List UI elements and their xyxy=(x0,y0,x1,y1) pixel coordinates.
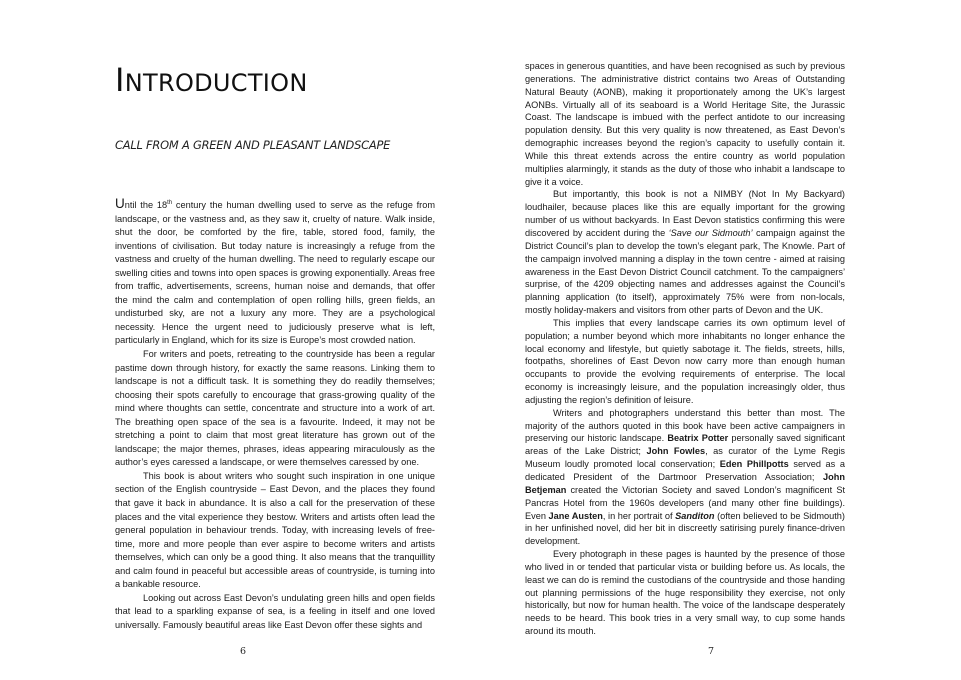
chapter-title-initial: I xyxy=(115,61,125,99)
author-name: Beatrix Potter xyxy=(667,433,729,444)
paragraph xyxy=(115,196,435,348)
paragraph: Looking out across East Devon’s undulating green hills and open fields that lead to a sparkling expanse of sea, is a feeling in itself and one loved universally. Famously beautiful areas like East Devon offer these sights and xyxy=(115,592,435,630)
paragraph-text: Writers and photographers understand this better than most. The majority of the authors quoted in this book have been active campaigners in preserving our historic landscape. xyxy=(525,407,845,444)
paragraph: Every photograph in these pages is haunted by the presence of those who lived in or tended that particular vista or building before us. As locals, the least we can do is remind the custodians of the countryside and those handing out planning permissions of the huge responsibility they exercise, not only historically, but now for human health. The voice of the landscape desperately needs to be heard. This book tries in a very small way, to cup some hands around its mouth. xyxy=(525,549,845,637)
author-name: John Betjeman xyxy=(525,472,845,495)
paragraph: For writers and poets, retreating to the countryside has been a regular pastime down through history, for exactly the same reasons. Linking them to landscape is not a difficult task. It is something they do readily themselves; choosing their spots carefully to encourage that grass-growing quality of the mind where thoughts can settle, concentrate and structure into a work of art. The breathing open space of the sea is a favourite. Indeed, it may not be stretching a point to claim that most great literature has grown out of the landscape; the major themes, phrases, ideas appearing miraculously as the author’s eyes caressed a landscape, or were themselves caressed by one. xyxy=(115,349,435,468)
campaign-name: ‘Save our Sidmouth’ xyxy=(668,227,753,238)
left-body-text xyxy=(115,196,435,633)
paragraph-text: , in her portrait of xyxy=(602,510,676,521)
paragraph-text: ntil the 18 xyxy=(124,200,168,210)
chapter-title-rest: NTRODUCTION xyxy=(124,69,308,97)
paragraph: This implies that every landscape carries its own optimum level of population; a number beyond which more inhabitants no longer enhance the local economy and lifestyle, but quietly sabotage it. The fields, streets, hills, footpaths, shorelines of East Devon now carry more than enough human occupants to provide the evolving requirements of enterprise. The local economy is increasingly leisure, and the population increasingly older, thus adjusting the region’s definition of leisure. xyxy=(525,317,845,405)
paragraph-text: served as a dedicated President of the Dartmoor Preservation Association; xyxy=(525,459,846,482)
paragraph-text: century the human dwelling used to serve as the refuge from landscape, or the vastness and, as they saw it, cruelty of nature. Walk inside, shut the door, be comforted by the fire, table, stored food, family, the inventions of civilisation. But today nature is increasingly a refuge from the vastness and cruelty of the human dwelling. The need to regularly escape our swelling cities and towns into open spaces is growing exponentially. Areas free from traffic, advertisements, screens, human noise and demands, that offer the mind the calm and contemplation of open rolling hills, green fields, an undisturbed sky, are not a luxury any more. They are a psychological necessity. Hence the urgent need to judiciously preserve what is left, particularly in England, which for its size is Europe’s most crowded nation. xyxy=(115,200,435,346)
left-page xyxy=(0,0,480,680)
right-page xyxy=(480,0,961,680)
paragraph-text: (often believed to be Sidmouth) in her unfinished novel, did her bit in discreetly satirising purely finance-driven development. xyxy=(525,510,845,547)
right-body-text xyxy=(525,60,845,638)
paragraph: This book is about writers who sought such inspiration in one unique section of the English countryside – East Devon, and the places they found that gave it back in abundance. It is also a call for the preservation of these places and the vital experience they bestow. Writers and artists often lead the general population in behaviour trends. Today, with increasing levels of free-time, more and more people than ever aspire to become writers and artists themselves, which can only be a good thing. It also means that the tranquillity and calm found in peaceful but accessible areas of countryside, is turning into a bankable resource. xyxy=(115,470,435,590)
paragraph-text: personally saved significant areas of the Lake District; xyxy=(525,433,845,457)
paragraph: spaces in generous quantities, and have been recognised as such by previous generations. The administrative district contains two Areas of Outstanding Natural Beauty (AONB), making it proportionately among the UK’s largest AONBs. Virtually all of its seaboard is a World Heritage Site, the Jurassic Coast. The landscape is imbued with the perfect antidote to our increasing population density. But this very quality is now threatened, as East Devon’s demographic increases beyond the region’s capacity to usefully contain it. While this threat extends across the entire country as world population multiplies alarmingly, it stands as the duty of those who inhabit a landscape to give it a voice. xyxy=(525,61,845,187)
author-name: John Fowles xyxy=(646,446,706,457)
page-number: 6 xyxy=(240,646,247,657)
chapter-title xyxy=(115,62,308,101)
chapter-subtitle: CALL FROM A GREEN AND PLEASANT LANDSCAPE xyxy=(115,138,391,152)
paragraph xyxy=(525,188,845,316)
page-number: 7 xyxy=(708,646,715,657)
paragraph-text: campaign against the District Council’s plan to develop the town’s elegant park, The Knowle. Part of the campaign involved manning a display in the town centre - aimed at raising awareness in the East Devon District Council catchment. To the campaigners’ surprise, of the 4209 objecting names and addresses against the Council’s planning application (to itself), approximately 75% were from non-locals, mostly holiday-makers and visitors from other parts of Devon and the UK. xyxy=(525,227,845,316)
author-name: Eden Phillpotts xyxy=(719,459,789,470)
paragraph-text: , as curator of the Lyme Regis Museum loudly promoted local conservation; xyxy=(525,446,845,470)
paragraph-text: But importantly, this book is not a NIMBY (Not In My Backyard) loudhailer, because places like this are equally important for the growing number of us without backyards. In East Devon statistics confirming this were discovered by accident during the xyxy=(525,189,845,238)
paragraph xyxy=(525,407,845,548)
paragraph-text: created the Victorian Society and saved London’s magnificent St Pancras Hotel from the 1960s developers (and many other fine buildings). Even xyxy=(525,484,845,521)
drop-cap: U xyxy=(115,196,125,211)
author-name: Jane Austen xyxy=(548,510,603,521)
work-title: Sanditon xyxy=(675,510,715,521)
ordinal-superscript: th xyxy=(167,200,173,206)
